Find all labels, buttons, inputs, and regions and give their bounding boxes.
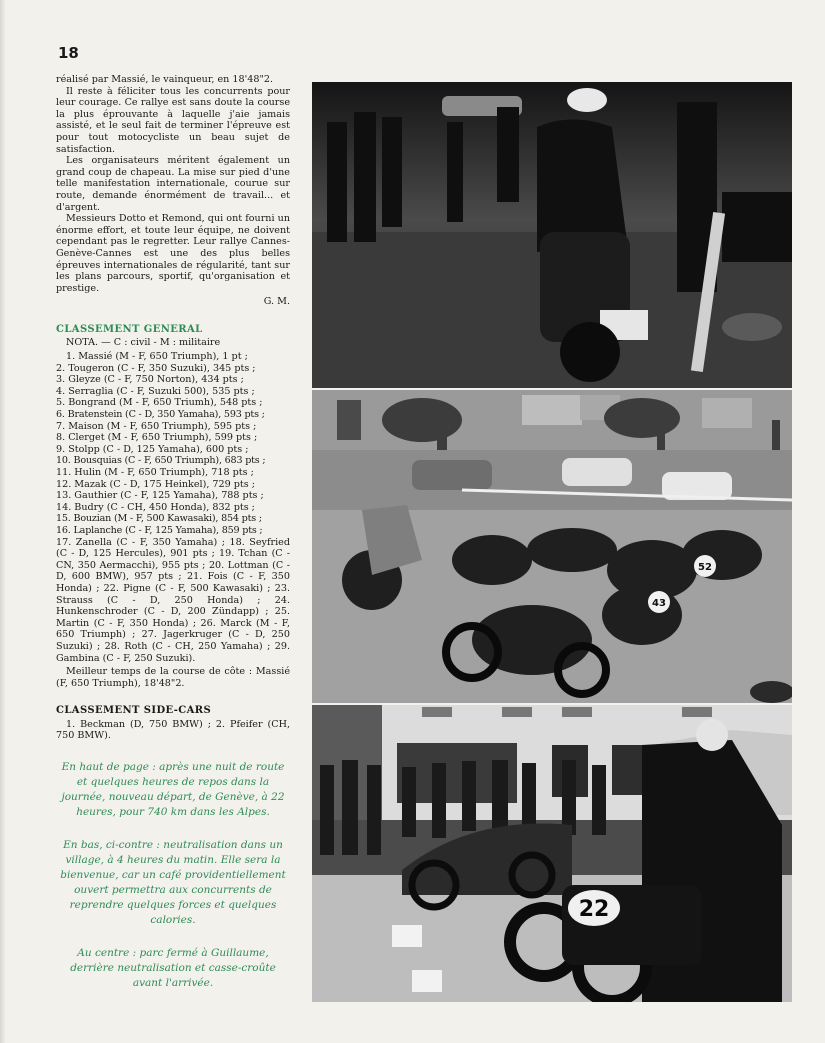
photo-parc-ferme-image [312,390,792,703]
caption-middle: Au centre : parc fermé à Guillaume, derrière neutralisation et casse-croûte avant l'arrivée. [70,947,276,990]
result-item: 16. Laplanche (C - F, 125 Yamaha), 859 pts ; [56,524,263,536]
page-edge [0,0,6,1043]
results-list [56,351,290,664]
result-item: 14. Budry (C - CH, 450 Honda), 832 pts ; [56,501,255,513]
photo-night-start [312,82,792,388]
bike-number-43: 43 [652,598,666,609]
caption-bottom: En bas, ci-contre : neutralisation dans un village, à 4 heures du matin. Elle sera la bienvenue, car un café providentiellement ouvert permettra aux concurrents de reprendre quelques forces et quelques calories. [60,839,286,927]
result-item: 11. Hulin (M - F, 650 Triumph), 718 pts ; [56,467,254,478]
photo-parc-ferme [312,390,792,703]
classement-sidecars-title: CLASSEMENT SIDE-CARS [56,705,212,717]
result-item: 9. Stolpp (C - D, 125 Yamaha), 600 pts ; [56,443,249,455]
result-item: 7. Maison (M - F, 650 Triumph), 595 pts ; [56,420,257,432]
article-paragraph: Messieurs Dotto et Remond, qui ont fourni un énorme effort, et toute leur équipe, ne doivent cependant pas le regretter. Leur rallye Cannes-Genève-Cannes est une des plus belles épreuves internationales de régularité, tant sur les plans parcours, sportif, qu'organisation et prestige. [56,213,290,294]
result-item: 1. Massié (M - F, 650 Triumph), 1 pt ; [66,351,248,363]
caption-top: En haut de page : après une nuit de route et quelques heures de repos dans la journée, nouveau départ, de Genève, à 22 heures, pour 740 km dans les Alpes. [61,761,285,819]
photo-village-neutralisation [312,705,792,1002]
bike-number-22: 22 [578,897,610,922]
photo-night-start-image [312,82,792,388]
result-item: 12. Mazak (C - D, 175 Heinkel), 729 pts ; [56,478,255,490]
classement-nota: NOTA. — C : civil - M : militaire [66,337,221,349]
best-time: Meilleur temps de la course de côte : Massié (F, 650 Triumph), 18'48"2. [56,666,290,689]
classement-general-title: CLASSEMENT GENERAL [56,323,203,335]
result-item: 3. Gleyze (C - F, 750 Norton), 434 pts ; [56,374,244,386]
page-number: 18 [58,44,79,62]
sidecars-results: 1. Beckman (D, 750 BMW) ; 2. Pfeifer (CH, 750 BMW). [56,718,290,742]
result-item: 15. Bouzian (M - F, 500 Kawasaki), 854 pts ; [56,513,262,525]
result-item: 17. Zanella (C - F, 350 Yamaha) ; 18. Seyfried (C - D, 125 Hercules), 901 pts ; 19. Tchan (C - CN, 350 Aermacchi), 955 pts ; 20. Lottman (C - D, 600 BMW), 957 pts ; 21. Fois (C - F, 350 Honda) ; 22. Pigne (C - F, 500 Kawasaki) ; 23. Strauss (C - D, 250 Honda) ; 24. Hunkenschroder (C - D, 200 Zündapp) ; 25. Martin (C - F, 350 Honda) ; 26. Marck (M - F, 650 Triumph) ; 27. Jagerkruger (C - D, 250 Suzuki) ; 28. Roth (C - CH, 250 Yamaha) ; 29. Gambina (C - F, 250 Suzuki). [56,536,290,664]
article-paragraph: Les organisateurs méritent également un grand coup de chapeau. La mise sur pied d'une telle manifestation internationale, courue sur route, demande énormément de travail... et d'argent. [56,155,290,213]
result-item: 10. Bousquias (C - F, 650 Triumph), 683 pts ; [56,455,266,467]
article-paragraph: réalisé par Massié, le vainqueur, en 18'48"2. [56,74,274,85]
bike-number-52: 52 [698,562,712,573]
article-signature: G. M. [263,296,290,308]
photo-village-neutralisation-image [312,705,792,1002]
result-item: 13. Gauthier (C - F, 125 Yamaha), 788 pts ; [56,490,264,502]
result-item: 4. Serraglia (C - F, Suzuki 500), 535 pts ; [56,385,255,397]
result-item: 5. Bongrand (M - F, 650 Triumh), 548 pts ; [56,397,263,409]
result-item: 8. Clerget (M - F, 650 Triumph), 599 pts ; [56,432,258,444]
article-paragraph: Il reste à féliciter tous les concurrents pour leur courage. Ce rallye est sans doute la course la plus éprouvante à laquelle j'aie jamais assisté, et le seul fait de terminer l'épreuve est pour tout motocycliste un beau sujet de satisfaction. [56,85,290,155]
result-item: 6. Bratenstein (C - D, 350 Yamaha), 593 pts ; [56,409,265,421]
result-item: 2. Tougeron (C - F, 350 Suzuki), 345 pts ; [56,362,256,374]
text-column [56,74,290,991]
